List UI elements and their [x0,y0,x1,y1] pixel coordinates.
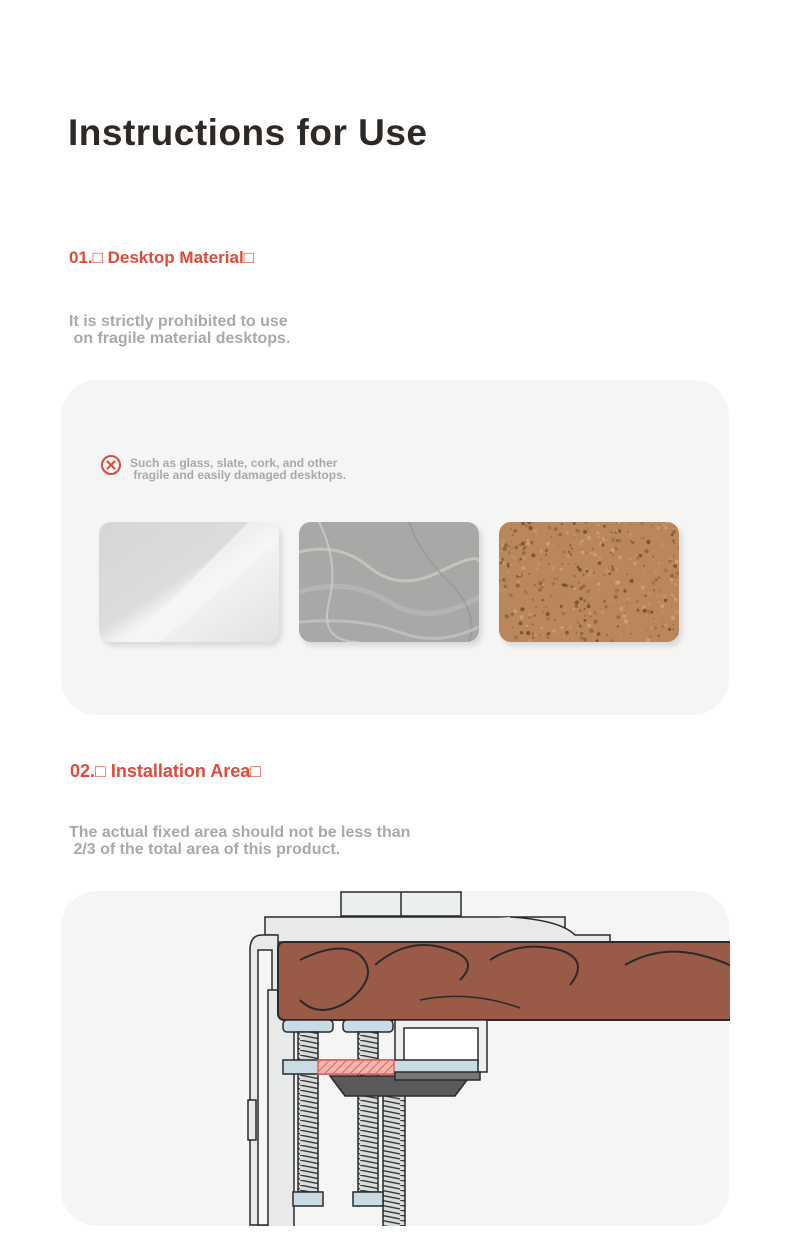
section-heading-desktop-material: 01.□ Desktop Material□ [69,248,254,267]
material-swatch-slate [299,522,479,642]
material-swatch-cork [499,522,679,642]
warning-row [100,454,346,481]
section-description-installation-area: The actual fixed area should not be less than 2/3 of the total area of this product. [69,824,411,858]
page-title: Instructions for Use [68,112,428,153]
cork-texture [499,522,679,642]
section-description-desktop-material: It is strictly prohibited to use on fragile material desktops. [69,313,291,347]
material-swatch-glass [99,522,279,642]
warning-text: Such as glass, slate, cork, and other fragile and easily damaged desktops. [130,456,347,482]
prohibited-icon [100,454,122,476]
glass-texture [99,522,279,642]
section-heading-installation-area: 02.□ Installation Area□ [70,761,262,781]
clamp-installation-diagram [0,880,790,1258]
slate-texture [299,522,479,642]
